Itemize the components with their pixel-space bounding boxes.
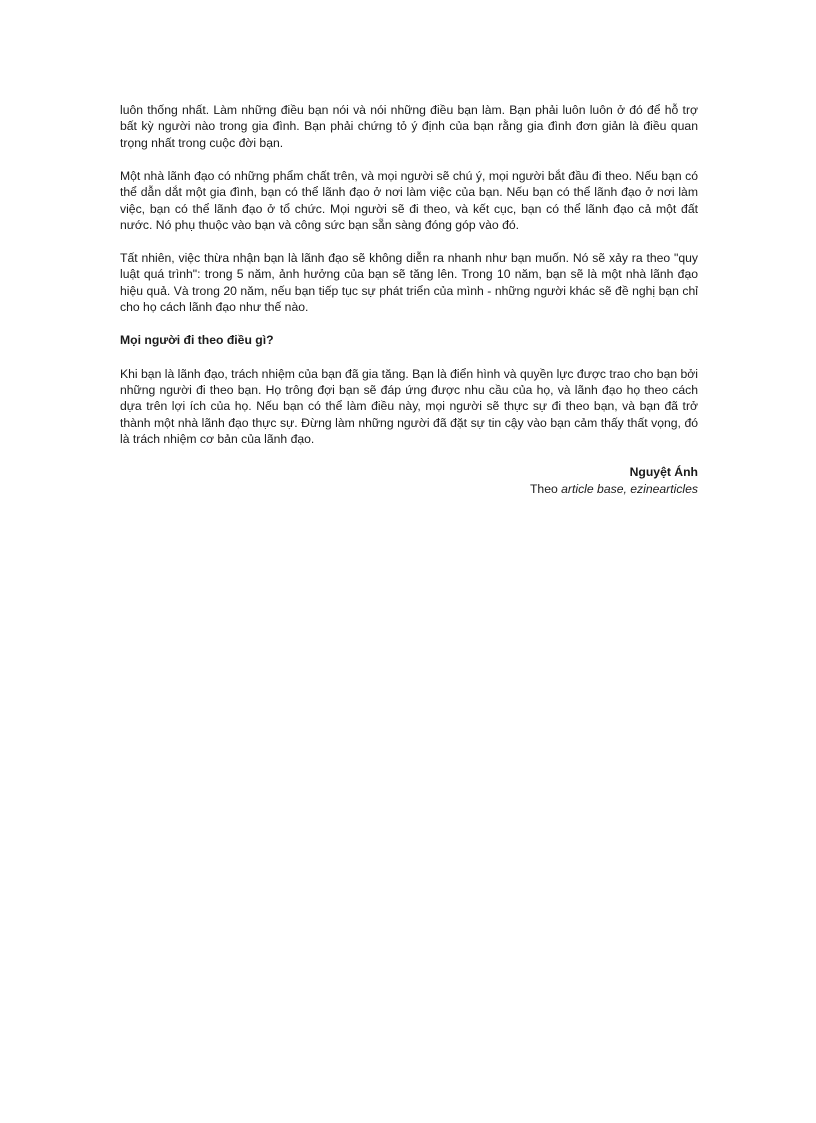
paragraph-3: Tất nhiên, việc thừa nhận bạn là lãnh đạo sẽ không diễn ra nhanh như bạn muốn. Nó sẽ xảy ra theo "quy luật quá trình": trong 5 năm, ảnh hưởng của bạn sẽ tăng lên. Trong 10 năm, bạn sẽ là một nhà lãnh đạo hiệu quả. Và trong 20 năm, nếu bạn tiếp tục sự phát triển của mình - những người khác sẽ đề nghị bạn chỉ cho họ cách lãnh đạo như thế nào.: [120, 251, 698, 315]
section-heading: Mọi người đi theo điều gì?: [120, 333, 274, 348]
article-body: [120, 102, 698, 497]
source-prefix: Theo: [529, 481, 558, 496]
signature-block: [120, 464, 698, 497]
paragraph-2: Một nhà lãnh đạo có những phẩm chất trên, và mọi người sẽ chú ý, mọi người bắt đầu đi theo. Nếu bạn có thể dẫn dắt một gia đình, bạn có thể lãnh đạo ở nơi làm việc của bạn. Nếu bạn có thể lãnh đạo ở nơi làm việc, bạn có thể lãnh đạo ở tổ chức. Mọi người sẽ đi theo, và kết cục, bạn có thể lãnh đạo cả một đất nước. Nó phụ thuộc vào bạn và công sức bạn sẵn sàng đóng góp vào đó.: [120, 168, 698, 233]
paragraph-4: Khi bạn là lãnh đạo, trách nhiệm của bạn đã gia tăng. Bạn là điển hình và quyền lực được trao cho bạn bởi những người đi theo bạn. Họ trông đợi bạn sẽ đáp ứng được nhu cầu của họ, và lãnh đạo họ theo cách dựa trên lợi ích của họ. Nếu bạn có thể làm điều này, mọi người sẽ thực sự đi theo bạn, và bạn đã trở thành một nhà lãnh đạo thực sự. Đừng làm những người đã đặt sự tin cậy vào bạn cảm thấy thất vọng, đó là trách nhiệm cơ bản của lãnh đạo.: [120, 366, 698, 447]
paragraph-1: luôn thống nhất. Làm những điều bạn nói và nói những điều bạn làm. Bạn phải luôn luôn ở đó để hỗ trợ bất kỳ người nào trong gia đình. Bạn phải chứng tỏ ý định của bạn rằng gia đình đơn giản là điều quan trọng nhất trong cuộc đời bạn.: [120, 103, 698, 150]
source-line: [120, 481, 698, 497]
author-name: Nguyệt Ánh: [629, 465, 698, 480]
source-name: article base, ezinearticles: [561, 481, 698, 496]
